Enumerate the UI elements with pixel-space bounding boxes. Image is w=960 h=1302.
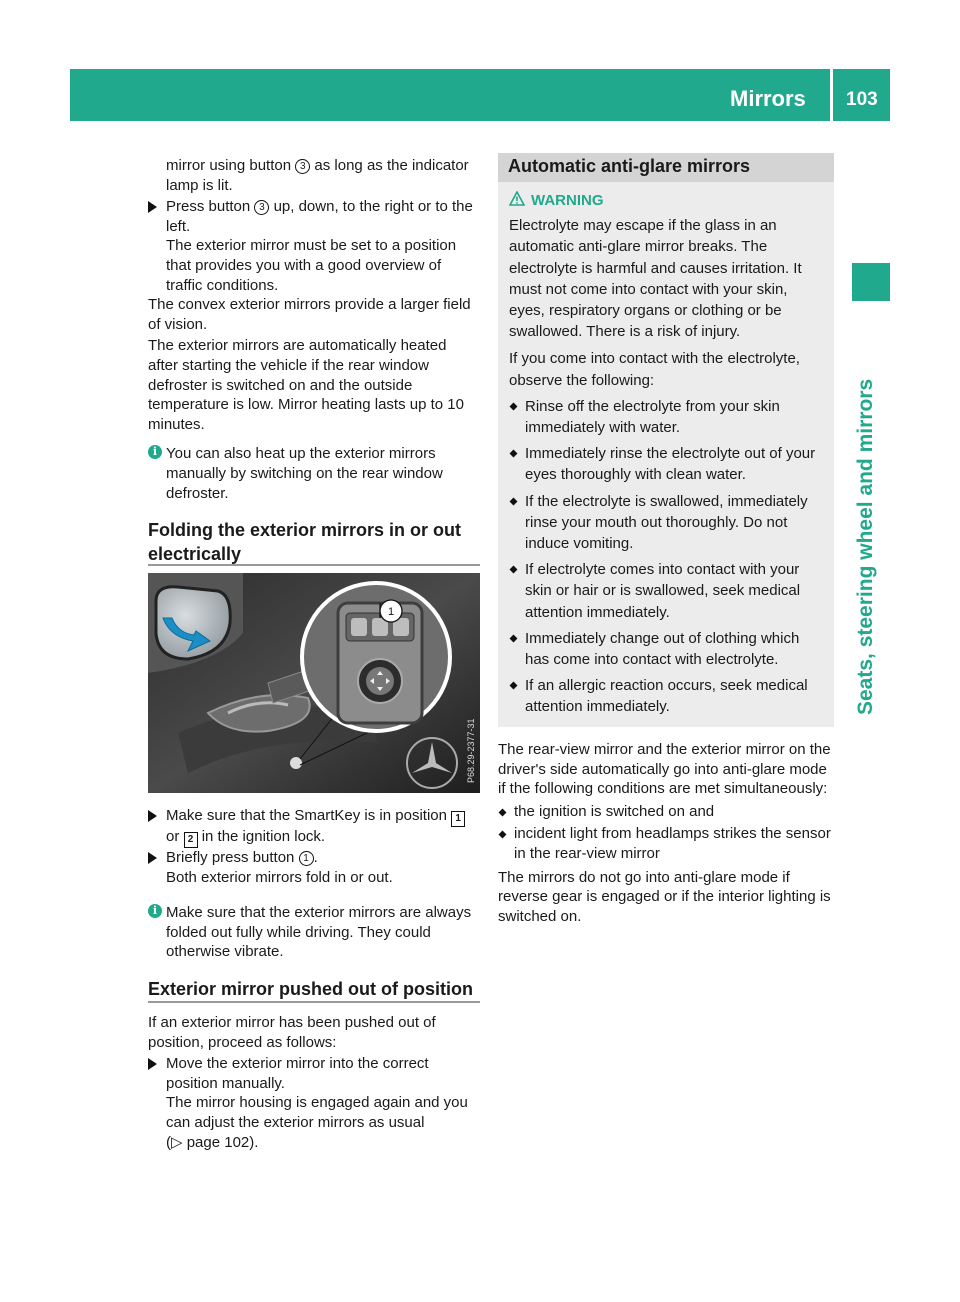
figure-door-panel xyxy=(148,573,480,793)
step-text: Press button xyxy=(166,198,251,216)
info-note-fold xyxy=(148,903,480,962)
header-title: Mirrors xyxy=(730,86,806,111)
step-press-fold-button: Briefly press button 1 . Both exterior mirrors fold in or out. xyxy=(148,848,480,887)
bullet-icon xyxy=(510,566,518,574)
step-move-mirror xyxy=(148,1054,480,1152)
door-switch-illustration xyxy=(148,573,480,793)
step-text: Make sure that the SmartKey is in position xyxy=(166,807,447,824)
section-heading-bar xyxy=(498,153,834,182)
warning-paragraph: Electrolyte may escape if the glass in an automatic anti-glare mirror breaks. The electrolyte is harmful and causes irritation. It must not come into contact with your skin, eyes, respiratory organs or clothing or be swallowed. There is a risk of injury. xyxy=(509,217,802,341)
condition-bullet xyxy=(498,802,834,822)
warning-paragraph: If you come into contact with the electrolyte, observe the following: xyxy=(509,350,800,389)
figure-code: P68.29-2377-31 xyxy=(466,718,476,783)
left-column-top xyxy=(148,156,480,503)
convex-paragraph: The convex exterior mirrors provide a larger field of vision. xyxy=(148,296,471,333)
step-smartkey-position xyxy=(148,806,480,848)
left-column-bottom xyxy=(148,1013,480,1152)
left-column-steps xyxy=(148,806,480,962)
side-tab-label: Seats, steering wheel and mirrors xyxy=(854,378,877,715)
bullet-icon xyxy=(510,682,518,690)
bullet-text: incident light from headlamps strikes the sensor in the rear-view mirror xyxy=(514,825,831,862)
step-arrow-icon xyxy=(148,201,157,213)
heading-rule xyxy=(148,1001,480,1003)
warning-bullet xyxy=(509,675,827,717)
bullet-icon xyxy=(510,402,518,410)
info-note-heat xyxy=(148,444,480,503)
intro-paragraph xyxy=(148,156,480,195)
bullet-text: If the electrolyte is swallowed, immediately rinse your mouth out thoroughly. Do not induce vomiting. xyxy=(525,492,808,553)
bullet-text: Rinse off the electrolyte from your skin immediately with water. xyxy=(525,397,780,437)
fold-section-heading xyxy=(148,518,480,566)
section-heading: Folding the exterior mirrors in or out electrically xyxy=(148,520,462,564)
warning-bullet xyxy=(509,443,827,485)
right-column-bottom xyxy=(498,740,834,928)
warning-title xyxy=(509,190,827,211)
bullet-icon xyxy=(510,634,518,642)
warning-label: WARNING xyxy=(531,192,604,209)
warning-bullet xyxy=(509,491,827,555)
warning-content xyxy=(509,190,827,718)
bullet-text: If electrolyte comes into contact with your skin or hair or is swallowed, seek medical attention immediately. xyxy=(525,561,801,621)
condition-bullet xyxy=(498,824,834,863)
bullet-text: Immediately rinse the electrolyte out of your eyes thoroughly with clean water. xyxy=(525,445,816,484)
side-tab-marker xyxy=(852,263,890,301)
pushed-paragraph: If an exterior mirror has been pushed out of position, proceed as follows: xyxy=(148,1014,436,1051)
reverse-paragraph: The mirrors do not go into anti-glare mode if reverse gear is engaged or if the interior lighting is switched on. xyxy=(498,868,831,925)
bullet-text: the ignition is switched on and xyxy=(514,802,715,820)
warning-triangle-icon xyxy=(509,191,525,207)
intro-text-b: as long as the indicator lamp is lit. xyxy=(166,157,469,194)
heading-rule xyxy=(148,564,480,566)
page-reference-link[interactable]: (▷ page 102). xyxy=(166,1133,259,1151)
info-text: You can also heat up the exterior mirrors manually by switching on the rear window defroster. xyxy=(166,445,443,502)
pushed-section-heading xyxy=(148,977,480,1001)
info-icon: i xyxy=(148,904,162,918)
step-text: Briefly press button xyxy=(166,849,295,866)
warning-bullet xyxy=(509,628,827,670)
step-press-button xyxy=(148,197,480,295)
bullet-icon xyxy=(510,497,518,505)
figure-callout-1: 1 xyxy=(387,606,395,618)
step-text: Move the exterior mirror into the correct position manually. xyxy=(166,1055,429,1092)
bullet-icon xyxy=(499,808,507,816)
section-heading: Exterior mirror pushed out of position xyxy=(148,979,474,999)
step-text: up, down, to the right or to the left. xyxy=(166,198,473,235)
page-number: 103 xyxy=(846,89,878,110)
step-arrow-icon xyxy=(148,1058,157,1070)
step-text: in the ignition lock. xyxy=(201,828,326,845)
step-text: or xyxy=(166,828,180,845)
bullet-icon xyxy=(510,450,518,458)
info-text: Make sure that the exterior mirrors are always folded out fully while driving. They could otherwise vibrate. xyxy=(166,904,472,961)
section-heading: Automatic anti-glare mirrors xyxy=(508,156,751,176)
key-position-2: 2 xyxy=(184,832,198,848)
key-position-1: 1 xyxy=(451,811,465,827)
button-3-callout: 3 xyxy=(254,200,269,215)
header-separator xyxy=(830,69,833,121)
bullet-text: Immediately change out of clothing which has come into contact with electrolyte. xyxy=(525,629,800,669)
antiglare-paragraph: The rear-view mirror and the exterior mirror on the driver's side automatically go into anti-glare mode if the following conditions are met simultaneously: xyxy=(498,741,831,798)
heated-paragraph: The exterior mirrors are automatically heated after starting the vehicle if the rear window defroster is switched on and the outside temperature is low. Mirror heating lasts up to 10 minutes. xyxy=(148,337,464,433)
warning-bullet xyxy=(509,396,827,438)
warning-bullet xyxy=(509,559,827,623)
step-result: The exterior mirror must be set to a position that provides you with a good overview of traffic conditions. xyxy=(166,237,457,294)
step-arrow-icon xyxy=(148,852,157,864)
step-result: Both exterior mirrors fold in or out. xyxy=(166,868,393,886)
intro-text: mirror using button xyxy=(166,157,292,174)
step-result: The mirror housing is engaged again and you can adjust the exterior mirrors as usual xyxy=(166,1094,468,1131)
button-1-callout: 1 xyxy=(299,851,314,866)
step-arrow-icon xyxy=(148,810,157,822)
info-icon: i xyxy=(148,445,162,459)
bullet-text: If an allergic reaction occurs, seek medical attention immediately. xyxy=(525,677,808,716)
button-3-callout: 3 xyxy=(295,159,310,174)
bullet-icon xyxy=(499,831,507,839)
